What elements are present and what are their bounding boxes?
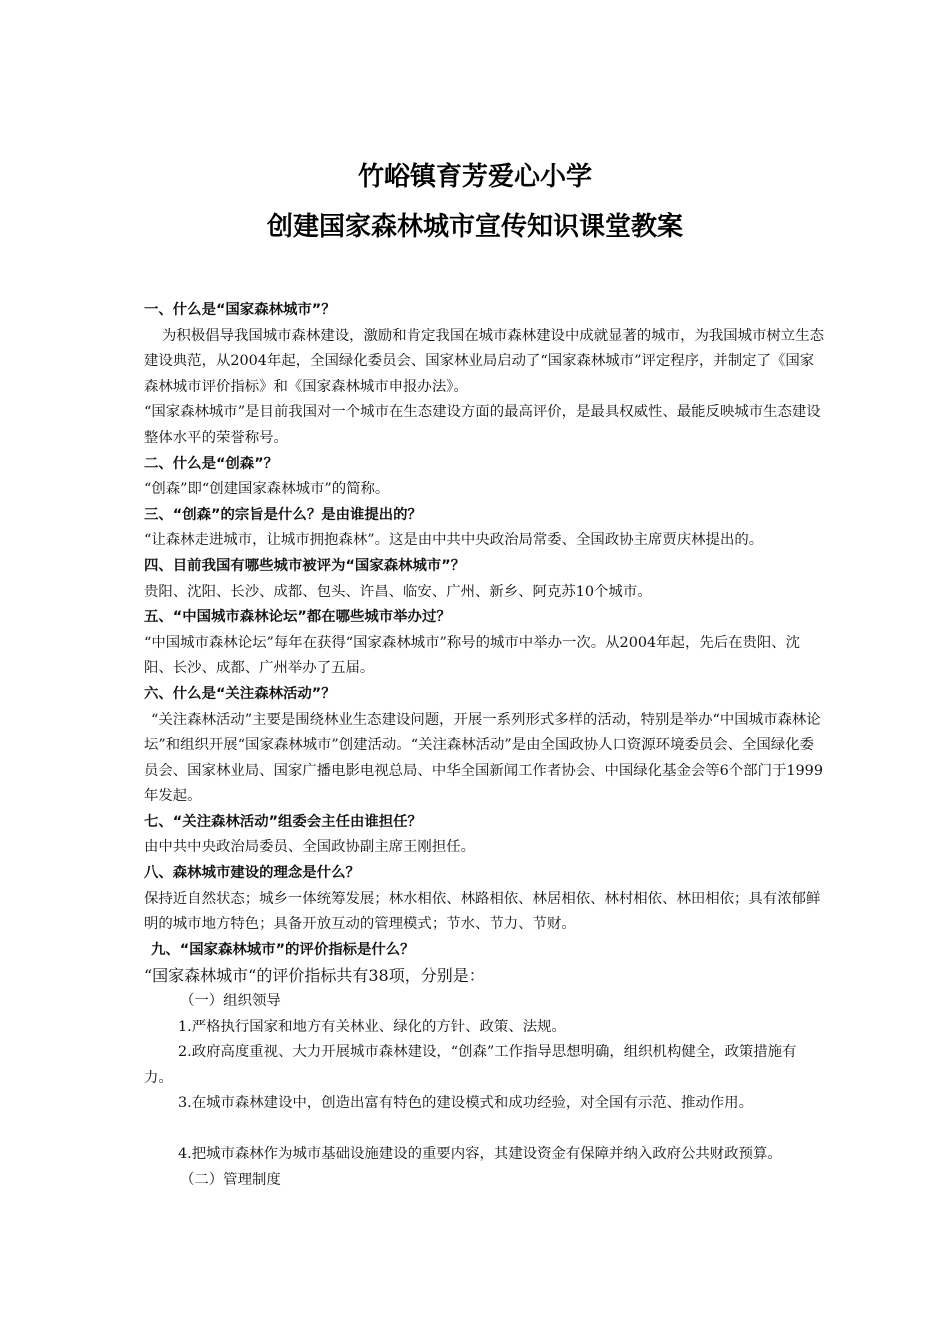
paragraph: “关注森林活动”主要是围绕林业生态建设问题，开展一系列形式多样的活动，特别是举办“中国城市森林论坛”和组织开展“国家森林城市”创建活动。“关注森林活动”是由全国政协人口资源环境委员会、全国绿化委员会、国家林业局、国家广播电影电视总局、中华全国新闻工作者协会、中国绿化基金会等6个部门于1999年发起。 <box>144 711 823 805</box>
list-item: 2.政府高度重视、大力开展城市森林建设，“创森”工作指导思想明确，组织机构健全，政策措施有力。 <box>144 1044 797 1086</box>
paragraph: “创森”即“创建国家森林城市”的简称。 <box>144 481 390 498</box>
section-heading: 九、“国家森林城市”的评价指标是什么？ <box>151 941 415 958</box>
list-item: 4.把城市森林作为城市基础设施建设的重要内容，其建设资金有保障并纳入政府公共财政预算。 <box>178 1146 782 1162</box>
document-body <box>144 298 824 1193</box>
paragraph: 保持近自然状态；城乡一体统筹发展；林水相依、林路相依、林居相依、林村相依、林田相依；具有浓郁鲜明的城市地方特色；具备开放互动的管理模式；节水、节力、节财。 <box>144 890 821 933</box>
paragraph: “国家森林城市”是目前我国对一个城市在生态建设方面的最高评价，是最具权威性、最能反映城市生态建设整体水平的荣誉称号。 <box>144 404 821 446</box>
paragraph: 由中共中央政治局委员、全国政协副主席王刚担任。 <box>144 839 475 856</box>
document-title-school: 竹峪镇育芳爱心小学 <box>357 162 592 192</box>
paragraph: “中国城市森林论坛”每年在获得“国家森林城市”称号的城市中举办一次。从2004年起，先后在贵阳、沈阳、长沙、成都、广州举办了五届。 <box>144 634 801 677</box>
paragraph: 为积极倡导我国城市森林建设，激励和肯定我国在城市森林建设中成就显著的城市，为我国城市树立生态建设典范，从2004年起，全国绿化委员会、国家林业局启动了“国家森林城市”评定程序，并制定了《国家森林城市评价指标》和《国家森林城市申报办法》。 <box>144 327 824 395</box>
subsection-heading: （一）组织领导 <box>180 993 281 1010</box>
blank-line <box>144 1117 824 1142</box>
section-heading: 八、森林城市建设的理念是什么？ <box>144 865 360 882</box>
paragraph: “让森林走进城市，让城市拥抱森林”。这是由中共中央政治局常委、全国政协主席贾庆林提出的。 <box>144 532 764 549</box>
section-heading: 六、什么是“关注森林活动”？ <box>144 685 336 702</box>
paragraph: “国家森林城市“的评价指标共有38项，分别是： <box>144 966 485 986</box>
section-heading: 四、目前我国有哪些城市被评为“国家森林城市”？ <box>144 557 466 574</box>
section-heading: 七、“关注森林活动”组委会主任由谁担任？ <box>144 813 422 830</box>
section-heading: 五、“中国城市森林论坛”都在哪些城市举办过？ <box>144 609 451 626</box>
section-heading: 一、什么是“国家森林城市”？ <box>144 302 336 318</box>
list-item: 3.在城市森林建设中，创造出富有特色的建设模式和成功经验，对全国有示范、推动作用。 <box>178 1095 753 1112</box>
paragraph: 贵阳、沈阳、长沙、成都、包头、许昌、临安、广州、新乡、阿克苏10个城市。 <box>144 583 652 600</box>
section-heading: 三、“创森”的宗旨是什么？是由谁提出的？ <box>144 506 422 523</box>
subsection-heading: （二）管理制度 <box>180 1171 281 1188</box>
list-item: 1.严格执行国家和地方有关林业、绿化的方针、政策、法规。 <box>178 1018 566 1035</box>
section-heading: 二、什么是“创森”？ <box>144 455 279 472</box>
document-title-lesson: 创建国家森林城市宣传知识课堂教案 <box>266 212 683 242</box>
